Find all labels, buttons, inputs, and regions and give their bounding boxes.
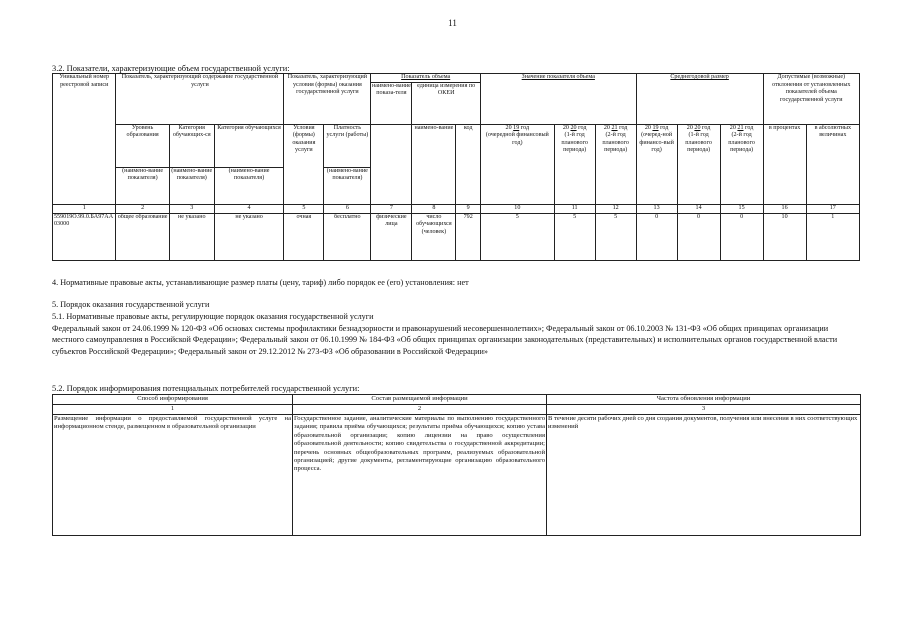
header-okei-name: наимено-вание <box>412 124 456 204</box>
header-conditions-indicator: Показатель, характеризующий условия (формы) оказания государственной услуги <box>284 74 371 125</box>
col-number: 2 <box>116 204 169 213</box>
cell-value-17: 1 <box>806 213 859 260</box>
col-number: 9 <box>456 204 481 213</box>
col-number: 2 <box>293 405 547 415</box>
header-year-2: 20 20 год (1-й год планового периода) <box>554 124 595 204</box>
header-indicator-name: наимено-вание показа-теля <box>371 83 412 124</box>
header-indicator-name-a: (наимено-вание показателя) <box>116 167 169 204</box>
header-payment: Платность услуги (работы) <box>324 124 371 167</box>
cell-indicator-name: физические лица <box>371 213 412 260</box>
col-number: 7 <box>371 204 412 213</box>
header-okei-unit: единица измерения по ОКЕИ <box>417 82 476 97</box>
header-content: Состав размещаемой информации <box>293 395 547 405</box>
section-5-1-laws: Федеральный закон от 24.06.1999 № 120-ФЗ «Об основах системы профилактики безнадзорности и правонарушений несовершеннолетних»; Федеральный закон от 06.10.2003 № 131-ФЗ «Об общих принципах организации местного самоуправления в Российской Федерации»; Федеральный закон от 06.10.1999 № 184-ФЗ «Об общих принципах организации законодательных (представительных) и исполнительных органов государственной власти субъектов Российской Федерации»; Федеральный закон от 29.12.2012 № 273-ФЗ «Об образовании в Российской Федерации» <box>52 324 838 356</box>
header-unique-number: Уникальный номер реестровой записи <box>53 74 116 205</box>
col-number: 8 <box>412 204 456 213</box>
informing-table <box>52 394 861 536</box>
header-volume-value: Значение показателя объема <box>480 74 636 125</box>
cell-content: Государственное задание, аналитические материалы по выполнению государственного задания; правила приёма обучающихся; результаты приёма обучающихся; копию устава образовательной организации; копию лицензии на право осуществления образовательной деятельности; копию свидетельства о государственной аккредитации; перечень основных общеобразовательных программ, реализуемых образовательной организацией; другие документы, регламентирующие организацию образовательного процесса. <box>293 415 547 536</box>
section-5-title: 5. Порядок оказания государственной услуги <box>52 300 210 309</box>
cell-frequency: В течение десяти рабочих дней со дня создания документов, получения или внесения в них соответствующих изменений <box>547 415 861 536</box>
cell-payment: бесплатно <box>324 213 371 260</box>
cell-value-15: 0 <box>720 213 763 260</box>
header-empty <box>371 124 412 204</box>
col-number: 17 <box>806 204 859 213</box>
cell-students-category-2: не указано <box>214 213 284 260</box>
header-frequency: Частота обновления информации <box>547 395 861 405</box>
col-number: 13 <box>636 204 677 213</box>
header-volume-indicator-label: Показатель объема <box>401 74 451 80</box>
col-number: 4 <box>214 204 284 213</box>
volume-indicators-table <box>52 73 860 261</box>
header-indicator-name-b: (наимено-вание показателя) <box>169 167 214 204</box>
cell-students-category: не указано <box>169 213 214 260</box>
cell-value-10: 5 <box>480 213 554 260</box>
col-number: 15 <box>720 204 763 213</box>
section-4-text: 4. Нормативные правовые акты, устанавливающие размер платы (цену, тариф) либо порядок ее (его) установления: нет <box>52 278 469 287</box>
col-number: 16 <box>763 204 806 213</box>
col-number: 6 <box>324 204 371 213</box>
header-year-1: 20 19 год (очередной финансовый год) <box>480 124 554 204</box>
col-number: 5 <box>284 204 324 213</box>
header-conditions-forms: Условия (формы) оказания услуги <box>284 124 324 204</box>
table-row <box>53 415 861 536</box>
cell-unit-code: 792 <box>456 213 481 260</box>
col-number: 14 <box>677 204 720 213</box>
header-avg-size: Среднегодовой размер <box>636 74 763 125</box>
header-avg-year-3: 20 21 год (2-й год планового периода) <box>720 124 763 204</box>
page-number: 11 <box>448 18 457 28</box>
header-year-3: 20 21 год (2-й год планового периода) <box>595 124 636 204</box>
header-pct: в процентах <box>763 124 806 204</box>
cell-value-13: 0 <box>636 213 677 260</box>
col-number: 1 <box>53 204 116 213</box>
cell-unique-number: 559019О.99.0.БА97АА03000 <box>53 213 116 260</box>
col-number: 3 <box>169 204 214 213</box>
col-number: 1 <box>53 405 293 415</box>
cell-edu-level: общее образование <box>116 213 169 260</box>
section-5-1-title: 5.1. Нормативные правовые акты, регулирующие порядок оказания государственной услуги <box>52 312 374 321</box>
cell-unit-name: число обучающихся (человек) <box>412 213 456 260</box>
header-okei-code: код <box>456 124 481 204</box>
col-number: 3 <box>547 405 861 415</box>
header-indicator-name-c: (наимено-вание показателя) <box>214 167 284 204</box>
header-avg-year-1: 20 19 год (очеред-ной финансо-вый год) <box>636 124 677 204</box>
col-number: 12 <box>595 204 636 213</box>
cell-value-16: 10 <box>763 213 806 260</box>
header-students-category-2: Категория обучающихся <box>214 124 284 167</box>
header-students-category: Категория обучающих-ся <box>169 124 214 167</box>
header-content-indicator: Показатель, характеризующий содержание государственной услуги <box>116 74 284 125</box>
table-row <box>53 213 860 260</box>
header-indicator-name-e: (наимено-вание показателя) <box>324 167 371 204</box>
header-deviations: Допустимые (возможные) отклонения от установленных показателей объема государственной услуги <box>763 74 859 125</box>
section-3-2-title: 3.2. Показатели, характеризующие объем государственной услуги: <box>52 64 290 73</box>
cell-value-12: 5 <box>595 213 636 260</box>
column-numbers-row <box>53 204 860 213</box>
header-edu-level: Уровень образования <box>116 124 169 167</box>
header-volume-indicator <box>371 74 481 125</box>
col-number: 10 <box>480 204 554 213</box>
col-number: 11 <box>554 204 595 213</box>
cell-conditions: очная <box>284 213 324 260</box>
cell-value-14: 0 <box>677 213 720 260</box>
header-avg-year-2: 20 20 год (1-й год планового периода) <box>677 124 720 204</box>
cell-value-11: 5 <box>554 213 595 260</box>
cell-method: Размещение информации о предоставляемой государственной услуге на информационном стенде, размещенном в образовательной организации <box>53 415 293 536</box>
header-abs: в абсолютных величинах <box>806 124 859 204</box>
header-method: Способ информирования <box>53 395 293 405</box>
section-5-2-title: 5.2. Порядок информирования потенциальных потребителей государственной услуги: <box>52 384 360 393</box>
